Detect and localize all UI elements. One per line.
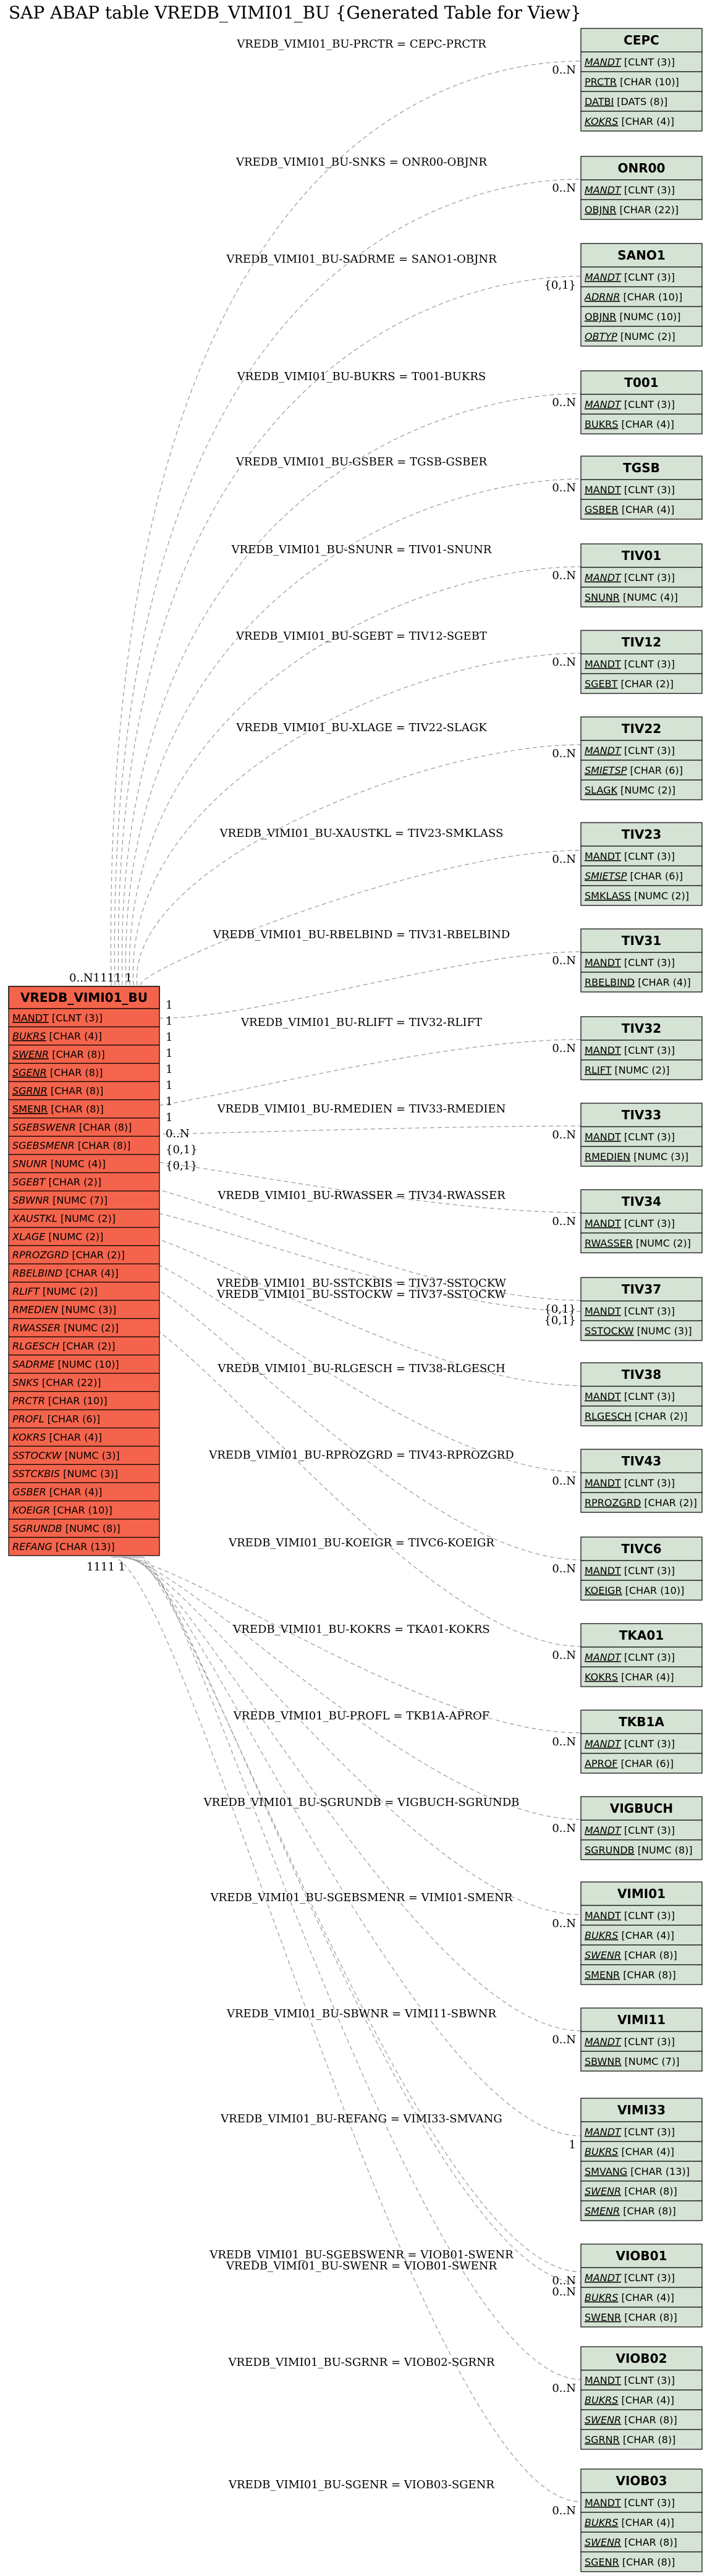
field-text: MANDT [CLNT (3)] (585, 571, 675, 583)
entity-tka01 (581, 1624, 702, 1687)
field-text: SSTCKBIS [NUMC (3)] (12, 1468, 119, 1480)
field-text: MANDT [CLNT (3)] (585, 2125, 675, 2138)
source-cardinality: 0..N (166, 1127, 190, 1140)
target-cardinality: {0,1} (544, 1313, 576, 1327)
source-cardinality: 1 (166, 999, 173, 1012)
entity-title: VIOB02 (616, 2351, 667, 2366)
target-cardinality: 0..N (552, 481, 576, 494)
field-text: MANDT [CLNT (3)] (585, 1824, 675, 1836)
field-text: MANDT [CLNT (3)] (585, 1477, 675, 1489)
page-title: SAP ABAP table VREDB_VIMI01_BU {Generated Table for View} (9, 2, 582, 23)
field-text: SNUNR [NUMC (4)] (12, 1158, 106, 1170)
field-text: SGENR [CHAR (8)] (585, 2556, 675, 2568)
target-cardinality: 0..N (552, 396, 576, 409)
entity-title: TIV32 (621, 1021, 662, 1036)
entity-onr00 (581, 156, 702, 219)
relation-line (130, 1557, 581, 2136)
target-cardinality: 0..N (552, 1648, 576, 1662)
entity-title: VIGBUCH (609, 1801, 674, 1816)
field-text: SADRME [NUMC (10)] (12, 1358, 119, 1371)
target-cardinality: 0..N (552, 655, 576, 669)
target-cardinality: 0..N (552, 2504, 576, 2517)
field-text: PROFL [CHAR (6)] (12, 1413, 101, 1425)
entity-tgsb (581, 456, 702, 519)
relation-line (137, 1557, 581, 2283)
relation-label: VREDB_VIMI01_BU-SGRNR = VIOB02-SGRNR (228, 2355, 495, 2369)
target-cardinality: 0..N (552, 63, 576, 77)
field-text: BUKRS [CHAR (4)] (585, 2291, 675, 2303)
target-cardinality: 0..N (552, 1735, 576, 1748)
relation-line (111, 1308, 581, 1646)
field-text: SMENR [CHAR (8)] (585, 1968, 676, 1981)
field-text: MANDT [CLNT (3)] (585, 271, 675, 283)
field-text: MANDT [CLNT (3)] (585, 483, 675, 496)
entity-title: TIV01 (621, 548, 662, 563)
relation-label: VREDB_VIMI01_BU-SNUNR = TIV01-SNUNR (231, 543, 492, 556)
relation-label: VREDB_VIMI01_BU-PROFL = TKB1A-APROF (233, 1709, 490, 1722)
entity-title: TIV31 (621, 933, 662, 948)
field-text: BUKRS [CHAR (4)] (585, 1929, 675, 1941)
field-text: SGRNR [CHAR (8)] (585, 2433, 676, 2446)
relation-label: VREDB_VIMI01_BU-RLGESCH = TIV38-RLGESCH (218, 1362, 506, 1375)
field-text: MANDT [CLNT (3)] (585, 1044, 675, 1056)
field-text: RMEDIEN [NUMC (3)] (12, 1303, 117, 1316)
field-text: XLAGE [NUMC (2)] (12, 1231, 104, 1243)
field-text: SGRNR [CHAR (8)] (12, 1085, 104, 1097)
field-text: DATBI [DATS (8)] (585, 95, 668, 108)
field-text: SGRUNDB [NUMC (8)] (585, 1844, 693, 1856)
target-cardinality: 1 (569, 2138, 576, 2151)
entity-viob02 (581, 2347, 702, 2449)
field-text: MANDT [CLNT (3)] (585, 398, 675, 410)
field-text: SNUNR [NUMC (4)] (585, 591, 678, 603)
entity-vimi11 (581, 2008, 702, 2071)
field-text: SNKS [CHAR (22)] (12, 1376, 101, 1389)
relation-label: VREDB_VIMI01_BU-SADRME = SANO1-OBJNR (226, 252, 497, 266)
field-text: SMIETSP [CHAR (6)] (585, 870, 683, 882)
field-text: OBTYP [NUMC (2)] (585, 330, 675, 342)
target-cardinality: 0..N (552, 2274, 576, 2287)
field-text: SGEBSWENR [CHAR (8)] (12, 1121, 132, 1133)
relation-label: VREDB_VIMI01_BU-SBWNR = VIMI11-SBWNR (227, 2007, 496, 2020)
field-text: SBWNR [NUMC (7)] (585, 2055, 680, 2067)
entity-t001 (581, 371, 702, 434)
entity-title: TIV34 (621, 1194, 662, 1209)
field-text: KOEIGR [CHAR (10)] (585, 1584, 685, 1596)
field-text: GSBER [CHAR (4)] (585, 503, 675, 515)
source-cardinality: 1 (166, 1079, 173, 1092)
target-cardinality: 0..N (552, 2381, 576, 2395)
relation-line (141, 1283, 581, 1560)
field-text: PRCTR [CHAR (10)] (12, 1395, 108, 1407)
field-text: SMENR [CHAR (8)] (585, 2205, 676, 2217)
field-text: KOKRS [CHAR (4)] (585, 115, 675, 127)
relation-line (137, 745, 581, 985)
field-text: MANDT [CLNT (3)] (585, 1737, 675, 1750)
relation-label: VREDB_VIMI01_BU-REFANG = VIMI33-SMVANG (221, 2112, 502, 2125)
field-text: OBJNR [NUMC (10)] (585, 310, 681, 323)
entity-title: TIV22 (621, 721, 662, 736)
target-cardinality: 0..N (552, 1917, 576, 1930)
source-cardinality: {0,1} (166, 1159, 198, 1172)
entity-tiv37 (581, 1277, 702, 1341)
entity-tiv31 (581, 929, 702, 992)
relation-label: VREDB_VIMI01_BU-RLIFT = TIV32-RLIFT (241, 1015, 482, 1029)
entity-tiv43 (581, 1449, 702, 1512)
field-text: RLGESCH [CHAR (2)] (585, 1410, 688, 1422)
field-text: MANDT [CLNT (3)] (585, 56, 675, 68)
entity-vigbuch (581, 1797, 702, 1860)
source-cardinality: 1 (166, 1047, 173, 1060)
entity-title: VIMI33 (617, 2103, 666, 2117)
field-text: SGEBT [CHAR (2)] (585, 677, 674, 690)
target-cardinality: 0..N (552, 569, 576, 582)
field-text: RWASSER [NUMC (2)] (12, 1322, 119, 1334)
field-text: MANDT [CLNT (3)] (585, 2271, 675, 2284)
relation-label: VREDB_VIMI01_BU-SWENR = VIOB01-SWENR (226, 2259, 497, 2273)
relation-label: VREDB_VIMI01_BU-XAUSTKL = TIV23-SMKLASS (219, 826, 504, 840)
field-text: SMENR [CHAR (8)] (12, 1103, 104, 1116)
field-text: MANDT [CLNT (3)] (12, 1012, 103, 1024)
target-cardinality: 0..N (552, 1041, 576, 1055)
field-text: RLIFT [NUMC (2)] (585, 1064, 670, 1076)
relation-label: VREDB_VIMI01_BU-SNKS = ONR00-OBJNR (235, 155, 488, 169)
field-text: SWENR [CHAR (8)] (585, 2311, 677, 2323)
relation-label: VREDB_VIMI01_BU-SGEBT = TIV12-SGEBT (236, 629, 487, 643)
field-text: MANDT [CLNT (3)] (585, 956, 675, 968)
field-text: SWENR [CHAR (8)] (585, 2536, 677, 2548)
field-text: RWASSER [NUMC (2)] (585, 1237, 691, 1249)
field-text: MANDT [CLNT (3)] (585, 1651, 675, 1663)
field-text: RPROZGRD [CHAR (2)] (12, 1249, 125, 1261)
target-cardinality: {0,1} (544, 278, 576, 292)
field-text: MANDT [CLNT (3)] (585, 1390, 675, 1402)
field-text: SMVANG [CHAR (13)] (585, 2165, 690, 2177)
field-text: APROF [CHAR (6)] (585, 1757, 674, 1769)
field-text: RLGESCH [CHAR (2)] (12, 1340, 116, 1352)
relation-label: VREDB_VIMI01_BU-RMEDIEN = TIV33-RMEDIEN (217, 1102, 506, 1116)
relation-label: VREDB_VIMI01_BU-PRCTR = CEPC-PRCTR (237, 37, 486, 51)
field-text: RLIFT [NUMC (2)] (12, 1286, 98, 1298)
source-cardinality: 1 (166, 1063, 173, 1076)
target-cardinality: {0,1} (544, 1302, 576, 1316)
entity-title: TIV38 (621, 1367, 662, 1382)
entity-tiv34 (581, 1190, 702, 1253)
field-text: SGENR [CHAR (8)] (12, 1067, 103, 1079)
field-text: RPROZGRD [CHAR (2)] (585, 1496, 697, 1509)
entity-title: T001 (624, 375, 659, 390)
entity-viob01 (581, 2244, 702, 2327)
field-text: OBJNR [CHAR (22)] (585, 203, 679, 216)
relation-label: VREDB_VIMI01_BU-RPROZGRD = TIV43-RPROZGRD (209, 1448, 514, 1462)
field-text: MANDT [CLNT (3)] (585, 1564, 675, 1577)
field-text: KOEIGR [CHAR (10)] (12, 1504, 112, 1517)
entity-title: VIMI11 (617, 2012, 666, 2027)
entity-title: TIV33 (621, 1108, 662, 1122)
relation-label: VREDB_VIMI01_BU-SGENR = VIOB03-SGENR (229, 2478, 494, 2491)
source-cardinality: 1 (166, 1015, 173, 1028)
target-cardinality: 0..N (552, 1214, 576, 1228)
field-text: SGRUNDB [NUMC (8)] (12, 1522, 121, 1535)
relation-label: VREDB_VIMI01_BU-SGEBSWENR = VIOB01-SWENR (209, 2248, 514, 2261)
field-text: MANDT [CLNT (3)] (585, 1130, 675, 1143)
field-text: SMIETSP [CHAR (6)] (585, 764, 683, 776)
entity-vimi01 (581, 1882, 702, 1985)
field-text: MANDT [CLNT (3)] (585, 1217, 675, 1229)
target-cardinality: 0..N (552, 1474, 576, 1488)
field-text: MANDT [CLNT (3)] (585, 1305, 675, 1317)
entity-vredb-vimi01-bu (9, 986, 159, 1556)
target-cardinality: 0..N (552, 1562, 576, 1575)
field-text: SGEBSMENR [CHAR (8)] (12, 1140, 131, 1152)
relation-line (115, 1040, 581, 1110)
field-text: SWENR [CHAR (8)] (585, 2413, 677, 2426)
relation-line (140, 850, 581, 985)
field-text: SWENR [CHAR (8)] (585, 1949, 677, 1961)
main-top-cardinality: 0..N1111 1 (69, 972, 132, 985)
entity-tiv32 (581, 1017, 702, 1080)
field-text: KOKRS [CHAR (4)] (585, 1671, 674, 1683)
field-text: SSTOCKW [NUMC (3)] (585, 1324, 692, 1337)
field-text: BUKRS [CHAR (4)] (585, 2516, 675, 2528)
entity-title: VIOB01 (616, 2248, 667, 2263)
field-text: SGEBT [CHAR (2)] (12, 1176, 102, 1188)
target-cardinality: 0..N (552, 2033, 576, 2046)
field-text: SBWNR [NUMC (7)] (12, 1194, 108, 1206)
field-text: GSBER [CHAR (4)] (12, 1486, 103, 1498)
field-text: BUKRS [CHAR (4)] (585, 2394, 675, 2406)
entity-title: CEPC (624, 33, 659, 48)
entity-tiv38 (581, 1363, 702, 1426)
field-text: SLAGK [NUMC (2)] (585, 784, 675, 796)
entity-tiv33 (581, 1103, 702, 1166)
entity-viob03 (581, 2469, 702, 2572)
field-text: SWENR [CHAR (8)] (12, 1048, 105, 1061)
entity-tkb1a (581, 1710, 702, 1773)
target-cardinality: 0..N (552, 852, 576, 866)
target-cardinality: 0..N (552, 747, 576, 760)
field-text: BUKRS [CHAR (4)] (585, 2145, 675, 2158)
entity-title: SANO1 (617, 248, 666, 263)
entity-tiv23 (581, 823, 702, 905)
relation-label: VREDB_VIMI01_BU-SSTCKBIS = TIV37-SSTOCKW (216, 1276, 507, 1290)
field-text: KOKRS [CHAR (4)] (12, 1431, 103, 1444)
entity-tiv12 (581, 630, 702, 693)
entity-title: VIMI01 (617, 1886, 666, 1901)
field-text: MANDT [CLNT (3)] (585, 2035, 675, 2048)
field-text: MANDT [CLNT (3)] (585, 2496, 675, 2509)
field-text: RBELBIND [CHAR (4)] (585, 976, 691, 988)
entity-title: TGSB (623, 460, 660, 475)
target-cardinality: 0..N (552, 2285, 576, 2298)
field-text: BUKRS [CHAR (4)] (12, 1030, 103, 1043)
field-text: RMEDIEN [NUMC (3)] (585, 1150, 689, 1163)
entity-tiv01 (581, 544, 702, 607)
entity-vimi33 (581, 2098, 702, 2221)
relation-label: VREDB_VIMI01_BU-GSBER = TGSB-GSBER (235, 455, 488, 468)
relation-label: VREDB_VIMI01_BU-RWASSER = TIV34-RWASSER (218, 1188, 506, 1202)
relation-line (119, 1557, 581, 1820)
entity-title: TIV37 (621, 1282, 662, 1297)
field-text: SWENR [CHAR (8)] (585, 2185, 677, 2197)
field-text: RBELBIND [CHAR (4)] (12, 1267, 119, 1279)
field-text: ADRNR [CHAR (10)] (585, 290, 683, 303)
relation-label: VREDB_VIMI01_BU-BUKRS = T001-BUKRS (237, 370, 486, 383)
field-text: MANDT [CLNT (3)] (585, 850, 675, 862)
target-cardinality: 0..N (552, 1821, 576, 1835)
source-cardinality: {0,1} (166, 1143, 198, 1156)
relation-line (111, 61, 581, 985)
relation-label: VREDB_VIMI01_BU-RBELBIND = TIV31-RBELBIND (213, 928, 510, 941)
relation-label: VREDB_VIMI01_BU-SGRUNDB = VIGBUCH-SGRUNDB (203, 1795, 520, 1809)
target-cardinality: 0..N (552, 954, 576, 967)
target-cardinality: 0..N (552, 181, 576, 195)
field-text: XAUSTKL [NUMC (2)] (12, 1213, 116, 1225)
field-text: SMKLASS [NUMC (2)] (585, 889, 689, 902)
field-text: MANDT [CLNT (3)] (585, 744, 675, 756)
relation-label: VREDB_VIMI01_BU-KOKRS = TKA01-KOKRS (233, 1622, 490, 1636)
entity-title: TIVC6 (621, 1541, 662, 1556)
entity-title: TKA01 (619, 1628, 664, 1643)
field-text: MANDT [CLNT (3)] (585, 2374, 675, 2386)
entity-cepc (581, 28, 702, 131)
entity-title: VIOB03 (616, 2473, 667, 2488)
source-cardinality: 1 (166, 1095, 173, 1108)
entity-title: ONR00 (617, 161, 666, 176)
field-text: MANDT [CLNT (3)] (585, 184, 675, 196)
field-text: MANDT [CLNT (3)] (585, 1909, 675, 1921)
entity-tivc6 (581, 1537, 702, 1600)
field-text: PRCTR [CHAR (10)] (585, 75, 679, 88)
relation-label: VREDB_VIMI01_BU-SSTOCKW = TIV37-SSTOCKW (216, 1287, 507, 1301)
relation-line (111, 952, 581, 1018)
relation-line (122, 1557, 581, 1915)
entity-title: VREDB_VIMI01_BU (20, 990, 148, 1005)
relation-label: VREDB_VIMI01_BU-SGEBSMENR = VIMI01-SMENR (210, 1891, 513, 1904)
relation-line (114, 179, 581, 985)
target-cardinality: 0..N (552, 1128, 576, 1142)
field-text: BUKRS [CHAR (4)] (585, 418, 675, 430)
entity-sano1 (581, 244, 702, 346)
entity-title: TKB1A (619, 1714, 664, 1729)
source-cardinality: 1 (166, 1111, 173, 1124)
field-text: MANDT [CLNT (3)] (585, 658, 675, 670)
field-text: REFANG [CHAR (13)] (12, 1541, 115, 1553)
relation-label: VREDB_VIMI01_BU-XLAGE = TIV22-SLAGK (236, 721, 487, 734)
entity-title: TIV12 (621, 635, 662, 650)
entity-tiv22 (581, 717, 702, 800)
main-bottom-cardinality: 1111 1 (87, 1561, 125, 1574)
relation-label: VREDB_VIMI01_BU-KOEIGR = TIVC6-KOEIGR (229, 1536, 494, 1549)
source-cardinality: 1 (166, 1031, 173, 1044)
relation-line (115, 1557, 581, 1733)
field-text: SSTOCKW [NUMC (3)] (12, 1449, 120, 1462)
entity-title: TIV43 (621, 1454, 662, 1468)
entity-title: TIV23 (621, 827, 662, 842)
